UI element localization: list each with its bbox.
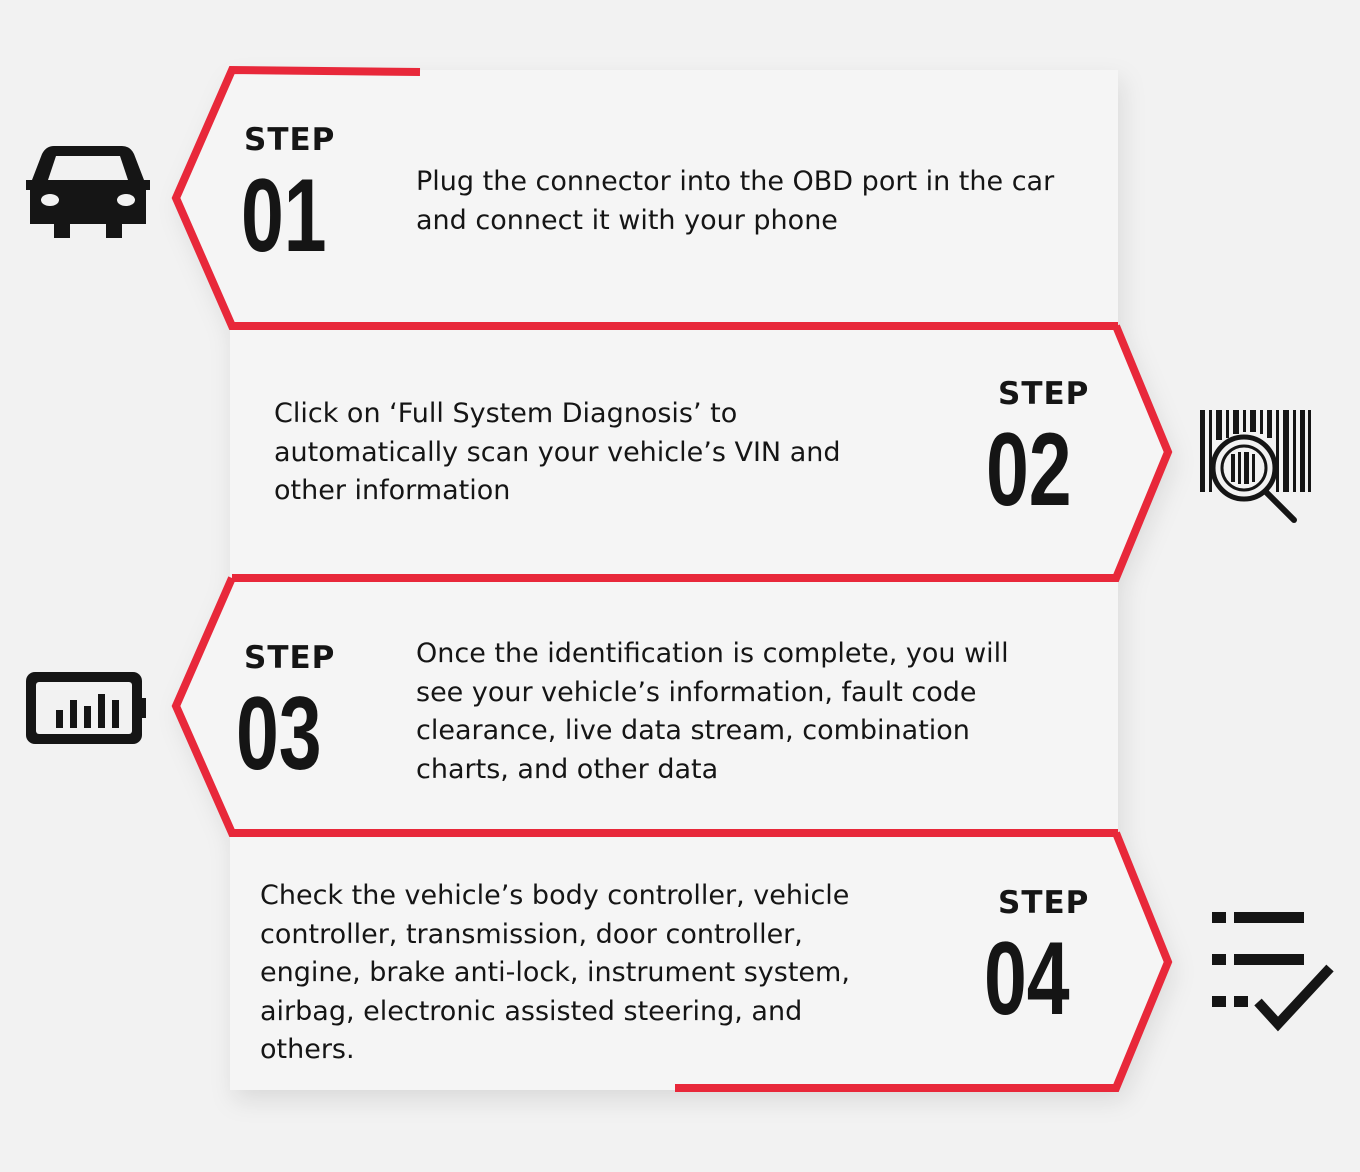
step-04-label: STEP — [998, 885, 1090, 921]
car-icon — [24, 142, 152, 242]
barcode-scan-icon — [1198, 408, 1316, 526]
checklist-icon — [1210, 908, 1336, 1034]
step-01-number: 01 — [241, 158, 327, 274]
step-01-description: Plug the connector into the OBD port in the car and connect it with your phone — [416, 166, 1055, 236]
step-03-description: Once the identification is complete, you will see your vehicle’s information, fault code clearance, live data stream, combination charts, and other data — [416, 638, 1009, 785]
step-02-description: Click on ‘Full System Diagnosis’ to automatically scan your vehicle’s VIN and other information — [274, 398, 841, 506]
step-04-number: 04 — [984, 921, 1070, 1037]
step-04-description: Check the vehicle’s body controller, vehicle controller, transmission, door controller, engine, brake anti-lock, instrument system, airbag, electronic assisted steering, and others. — [260, 880, 850, 1065]
step-02-number: 02 — [986, 412, 1072, 528]
step-03-label: STEP — [244, 640, 336, 676]
step-03-number: 03 — [236, 676, 322, 792]
step-01-label: STEP — [244, 122, 336, 158]
data-chart-icon — [24, 670, 148, 746]
step-02-label: STEP — [998, 376, 1090, 412]
